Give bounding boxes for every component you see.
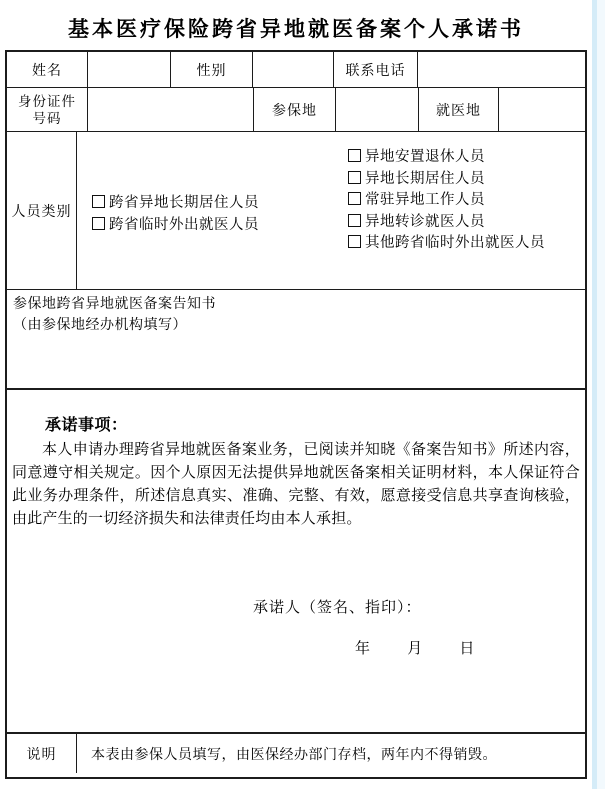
notice-subtitle: （由参保地经办机构填写） [13, 316, 187, 332]
page-edge-stripe [592, 0, 597, 789]
checkbox-option-label: 异地长期居住人员 [365, 170, 485, 187]
checkbox-icon[interactable] [348, 171, 361, 184]
checkbox-option [348, 169, 545, 191]
id-number-input-cell[interactable] [88, 88, 254, 131]
name-input-cell[interactable] [88, 52, 171, 87]
checkbox-option [348, 212, 545, 234]
personnel-category-options [77, 132, 585, 289]
id-number-label [7, 88, 88, 131]
row-basic-info-1 [7, 52, 585, 88]
checkbox-option-label: 异地转诊就医人员 [365, 213, 485, 230]
checkbox-icon[interactable] [348, 149, 361, 162]
phone-label: 联系电话 [334, 52, 418, 87]
commitment-body-text: 本人申请办理跨省异地就医备案业务，已阅读并知晓《备案告知书》所述内容，同意遵守相关规定。因个人原因无法提供异地就医备案相关证明材料，本人保证符合此业务办理条件，所述信息真实、准确、完整、有效，愿意接受信息共享查询核验，由此产生的一切经济损失和法律责任均由本人承担。 [12, 441, 580, 527]
row-notice-section[interactable] [7, 290, 585, 390]
id-number-label-line2: 号码 [32, 110, 62, 126]
insured-place-input-cell[interactable] [336, 88, 419, 131]
checkbox-icon[interactable] [92, 217, 105, 230]
checkbox-option-label: 异地安置退休人员 [365, 149, 485, 165]
remark-text: 本表由参保人员填写，由医保经办部门存档，两年内不得销毁。 [91, 745, 497, 762]
id-number-label-line1: 身份证件 [18, 93, 76, 109]
gender-input-cell[interactable] [253, 52, 334, 87]
signer-label: 承诺人（签名、指印）： [253, 599, 422, 616]
checkbox-option-label: 其他跨省临时外出就医人员 [365, 235, 545, 251]
phone-input-cell[interactable] [418, 52, 585, 87]
checkbox-option [348, 233, 545, 255]
checkbox-option-label: 跨省异地长期居住人员 [109, 195, 259, 211]
date-day-label: 日 [459, 640, 475, 657]
personnel-category-label: 人员类别 [7, 132, 77, 289]
checkbox-icon[interactable] [348, 214, 361, 227]
checkbox-icon[interactable] [348, 192, 361, 205]
category-options-right-group [348, 147, 545, 255]
checkbox-option [92, 193, 259, 215]
checkbox-icon[interactable] [92, 195, 105, 208]
checkbox-option [348, 190, 545, 212]
row-commitment-section [7, 390, 585, 734]
checkbox-option-label: 常驻异地工作人员 [365, 192, 485, 208]
form-table [5, 50, 587, 779]
category-options-left-group [92, 193, 259, 236]
checkbox-option [92, 215, 259, 237]
remark-label: 说明 [7, 734, 77, 773]
row-remark [7, 734, 585, 773]
checkbox-option [348, 147, 545, 169]
row-basic-info-2 [7, 88, 585, 132]
notice-title: 参保地跨省异地就医备案告知书 [13, 295, 216, 311]
page-title: 基本医疗保险跨省异地就医备案个人承诺书 [68, 18, 524, 41]
treatment-place-input-cell[interactable] [499, 88, 585, 131]
date-fields [355, 637, 474, 658]
name-label: 姓名 [7, 52, 88, 87]
insured-place-label: 参保地 [254, 88, 336, 131]
checkbox-option-label: 跨省临时外出就医人员 [109, 216, 259, 233]
gender-label: 性别 [171, 52, 253, 87]
checkbox-icon[interactable] [348, 235, 361, 248]
date-year-label: 年 [355, 640, 371, 657]
commitment-heading: 承诺事项： [45, 417, 128, 434]
row-personnel-category [7, 132, 585, 290]
date-month-label: 月 [407, 640, 423, 657]
treatment-place-label: 就医地 [419, 88, 499, 131]
